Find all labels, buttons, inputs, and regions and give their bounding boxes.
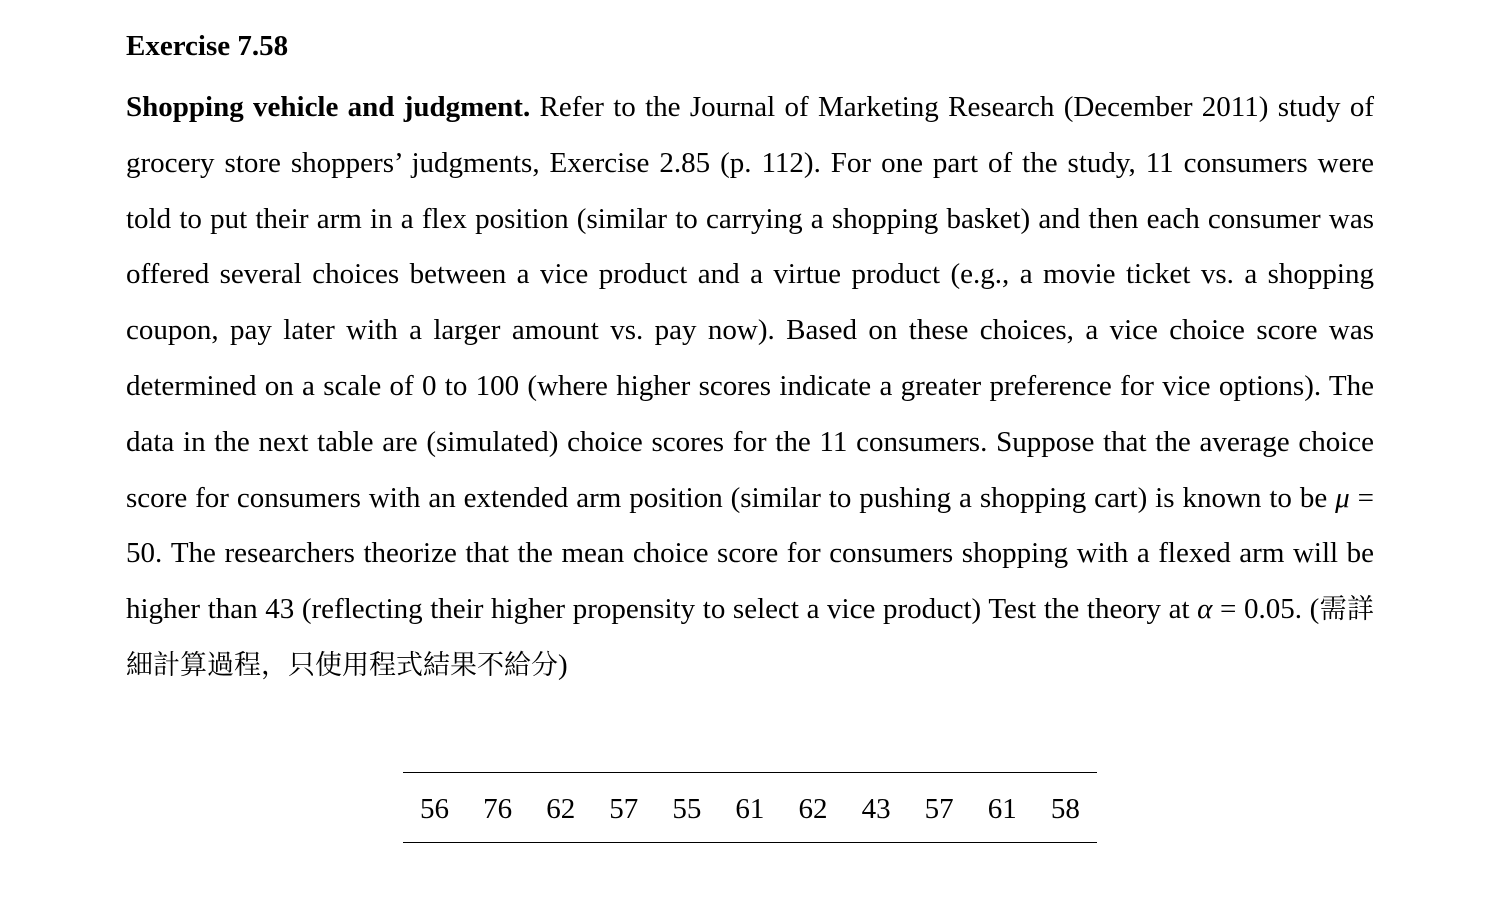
table-cell: 56 bbox=[420, 793, 450, 825]
table-row bbox=[403, 773, 1097, 843]
table-cell: 61 bbox=[987, 793, 1017, 825]
table-cell: 55 bbox=[672, 793, 702, 825]
table-cell: 57 bbox=[609, 793, 639, 825]
exercise-body-part1: Refer to the Journal of Marketing Research (December 2011) study of grocery store shoppers’ judgments, Exercise 2.85 (p. 112). For one part of the study, 11 consumers were told to put their arm in a flex position (similar to carrying a shopping basket) and then each consumer was offered several choices between a vice product and a virtue product (e.g., a movie ticket vs. a shopping coupon, pay later with a larger amount vs. pay now). Based on these choices, a vice choice score was determined on a scale of 0 to 100 (where higher scores indicate a greater preference for vice options). The data in the next table are (simulated) choice scores for the 11 consumers. Suppose that the average choice score for consumers with an extended arm position (similar to pushing a shopping cart) is known to be bbox=[126, 91, 1375, 514]
calculation-note: 需詳細計算過程，只使用程式結果不給分 bbox=[126, 594, 1374, 681]
alpha-value: = 0.05 bbox=[1212, 593, 1295, 626]
table-cell: 61 bbox=[735, 793, 765, 825]
table-cell: 62 bbox=[798, 793, 828, 825]
exercise-text bbox=[126, 80, 1374, 694]
exercise-body-part2: . The researchers theorize that the mean choice score for consumers shopping with a flexed arm will be higher than 43 (reflecting their higher propensity to select a vice product) Test the theory at bbox=[126, 537, 1374, 626]
exercise-body-part3: . ( bbox=[1294, 593, 1320, 626]
mu-value: = 50 bbox=[126, 481, 1374, 570]
table-cell: 57 bbox=[924, 793, 954, 825]
table-cell: 76 bbox=[483, 793, 513, 825]
exercise-title: Exercise 7.58 bbox=[126, 30, 289, 62]
mu-symbol: μ bbox=[1335, 481, 1350, 514]
exercise-lead: Shopping vehicle and judgment. bbox=[126, 91, 531, 123]
table-cell: 58 bbox=[1050, 793, 1080, 825]
exercise-block bbox=[126, 24, 1374, 694]
alpha-symbol: α bbox=[1197, 593, 1213, 626]
table-cell: 43 bbox=[861, 793, 891, 825]
choice-score-table bbox=[403, 772, 1097, 843]
exercise-body-end: ) bbox=[558, 648, 568, 681]
table-cell: 62 bbox=[546, 793, 576, 825]
